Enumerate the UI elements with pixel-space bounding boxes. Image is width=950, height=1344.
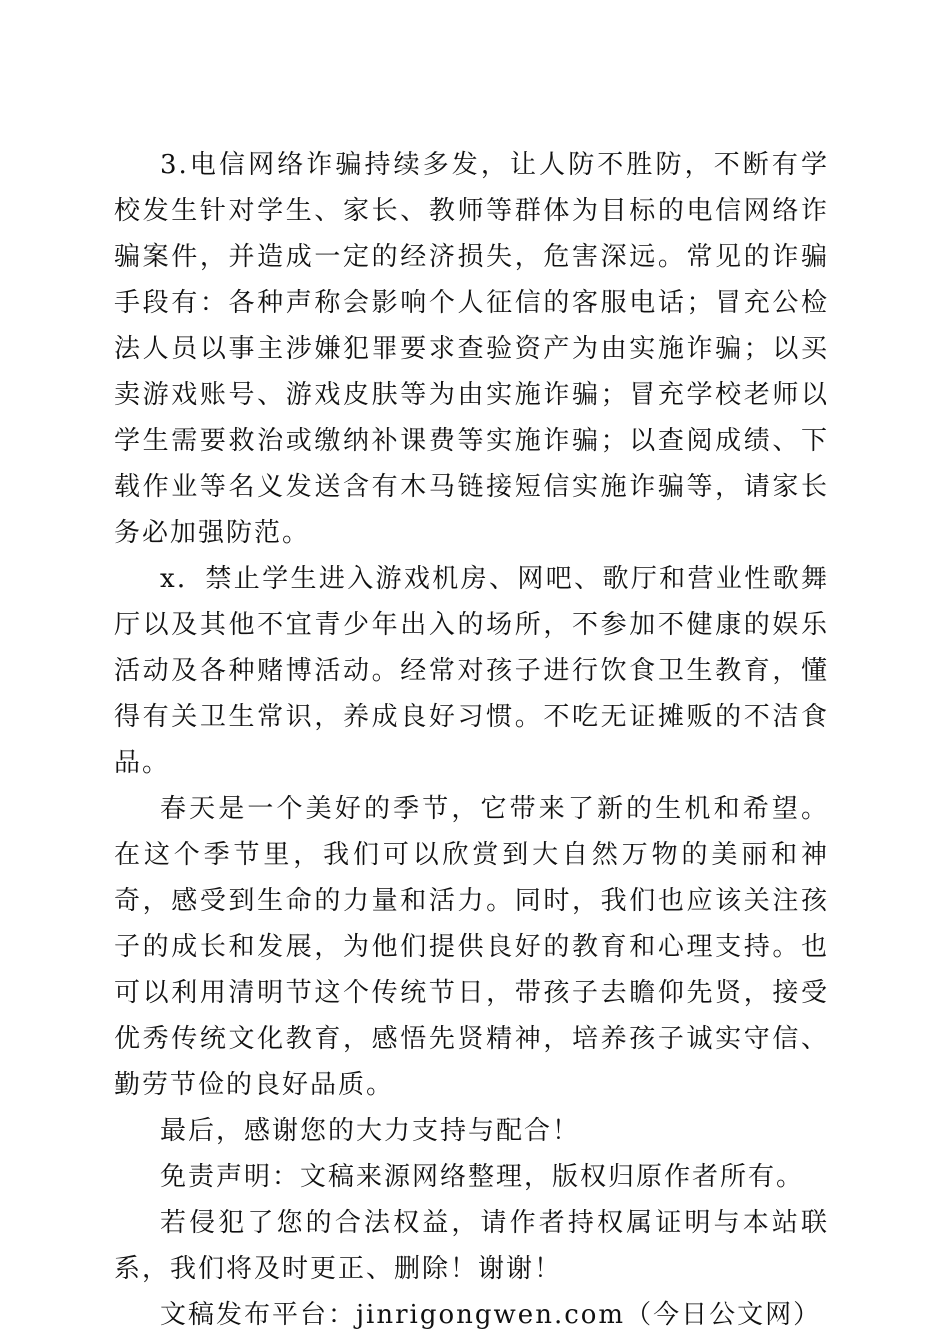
- paragraph-thanks: 最后，感谢您的大力支持与配合！: [160, 1116, 581, 1146]
- document-body: [114, 142, 829, 1338]
- paragraph-fraud-warning: 3.电信网络诈骗持续多发，让人防不胜防，不断有学校发生针对学生、家长、教师等群体为目标的电信网络诈骗案件，并造成一定的经济损失，危害深远。常见的诈骗手段有：各种声称会影响个人征信的客服电话；冒充公检法人员以事主涉嫌犯罪要求查验资产为由实施诈骗；以买卖游戏账号、游戏皮肤等为由实施诈骗；冒充学校老师以学生需要救治或缴纳补课费等实施诈骗；以查阅成绩、下载作业等名义发送含有木马链接短信实施诈骗等，请家长务必加强防范。: [114, 150, 829, 548]
- paragraph-spring-education: 春天是一个美好的季节，它带来了新的生机和希望。在这个季节里，我们可以欣赏到大自然万物的美丽和神奇，感受到生命的力量和活力。同时，我们也应该关注孩子的成长和发展，为他们提供良好的教育和心理支持。也可以利用清明节这个传统节日，带孩子去瞻仰先贤，接受优秀传统文化教育，感悟先贤精神，培养孩子诚实守信、勤劳节俭的良好品质。: [114, 794, 829, 1100]
- paragraph-venue-prohibition: x．禁止学生进入游戏机房、网吧、歌厅和营业性歌舞厅以及其他不宜青少年出入的场所，不参加不健康的娱乐活动及各种赌博活动。经常对孩子进行饮食卫生教育，懂得有关卫生常识，养成良好习惯。不吃无证摊贩的不洁食品。: [114, 564, 829, 778]
- paragraph-publish-platform: 文稿发布平台：jinrigongwen.com（今日公文网）: [160, 1300, 822, 1330]
- paragraph-disclaimer: 免责声明：文稿来源网络整理，版权归原作者所有。: [160, 1162, 805, 1192]
- paragraph-rights-notice: 若侵犯了您的合法权益，请作者持权属证明与本站联系，我们将及时更正、删除！谢谢！: [114, 1208, 829, 1284]
